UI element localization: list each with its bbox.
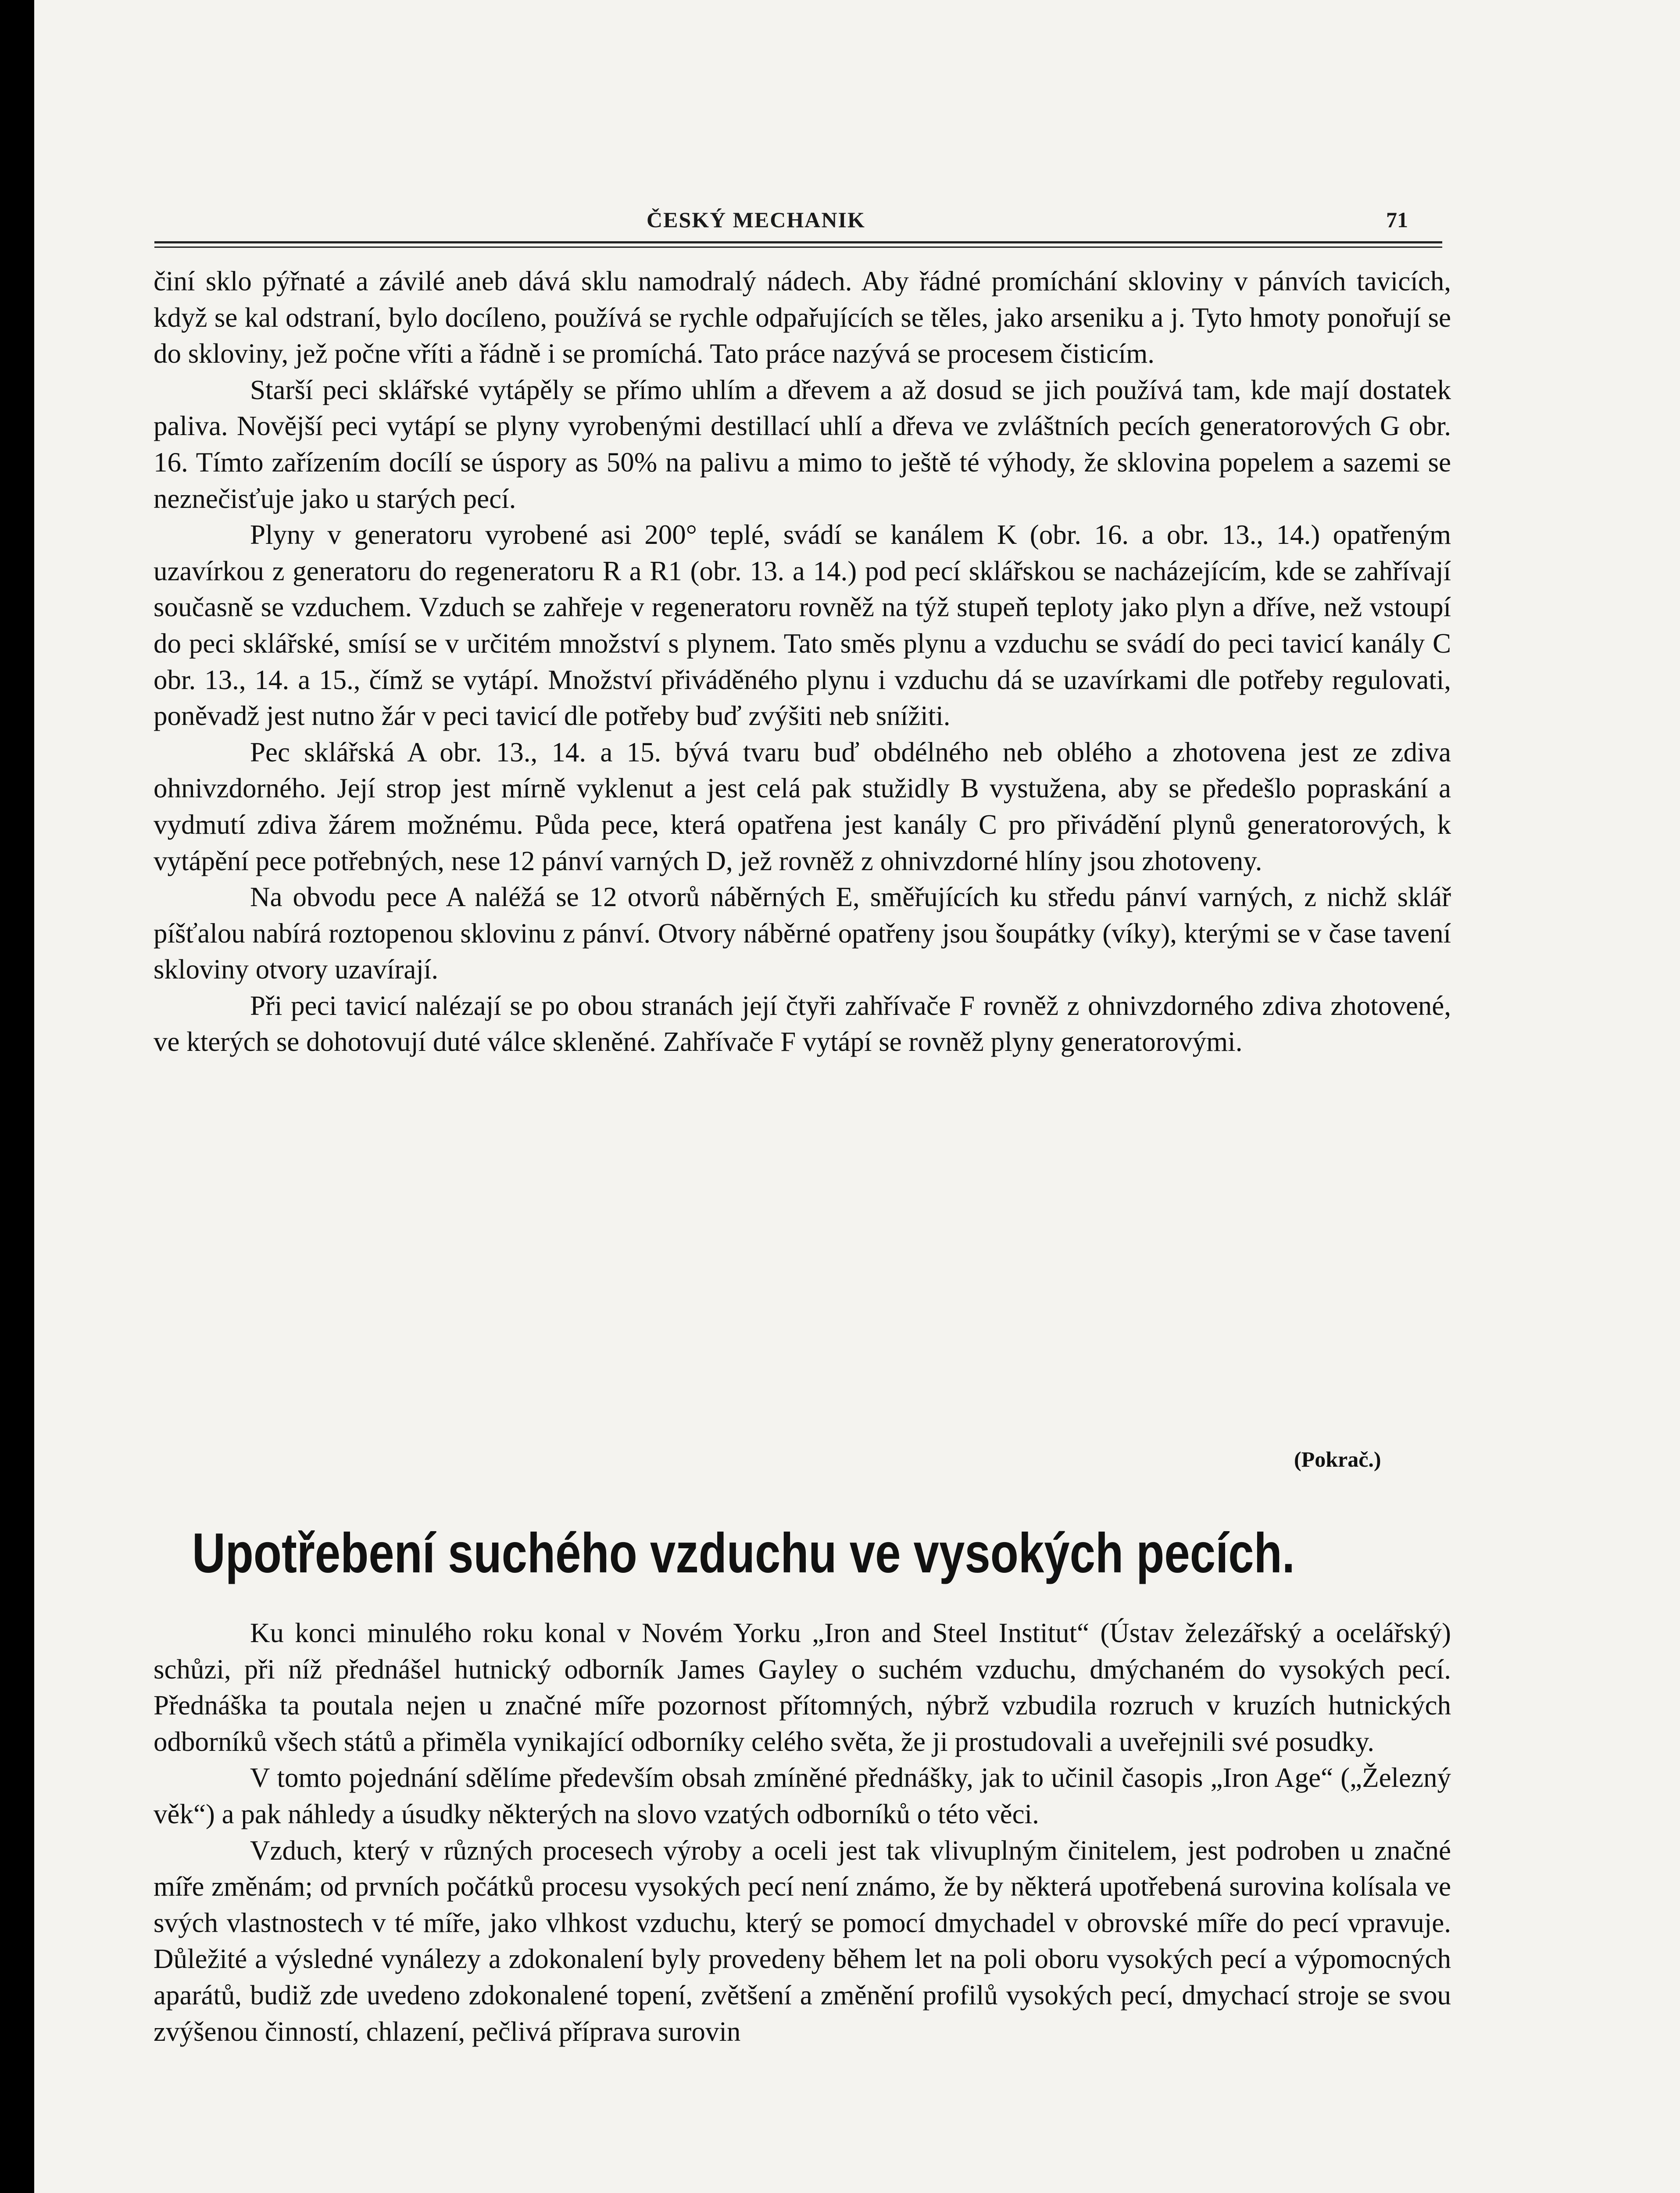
paragraph: Pec sklářská A obr. 13., 14. a 15. bývá tvaru buď obdélného neb oblého a zhotovena jest ze zdiva ohnivzdorného. Její strop jest mírně vyklenut a jest celá pak stužidly B vystužena, aby se předešlo popraskání a vydmutí zdiva žárem možnému. Půda pece, která opatřena jest kanály C pro přivádění plynů generatorových, k vytápění pece potřebných, nese 12 pánví varných D, jež rovněž z ohnivzdorné hlíny jsou zhotoveny.: [154, 736, 1451, 876]
page-number: 71: [1386, 207, 1408, 232]
paragraph: V tomto pojednání sdělíme především obsah zmíněné přednášky, jak to učinil časopis „Iron Age“ („Železný věk“) a pak náhledy a úsudky některých na slovo vzatých odborníků o této věci.: [154, 1762, 1451, 1829]
header-rule-thick: [154, 241, 1442, 243]
paragraph: Vzduch, který v různých procesech výroby a oceli jest tak vlivuplným činitelem, jest podroben u značné míře změnám; od prvních počátků procesu vysokých pecí není známo, že by některá upotřebená surovina kolísala ve svých vlastnostech v té míře, jako vlhkost vzduchu, který se pomocí dmychadel v obrovské míře do pecí vpravuje. Důležité a výsledné vynálezy a zdokonalení byly provedeny během let na poli oboru vysokých pecí a výpomocných aparátů, budiž zde uvedeno zdokonalené topení, zvětšení a změnění profilů vysokých pecí, dmychací stroje se svou zvýšenou činností, chlazení, pečlivá příprava surovin: [154, 1835, 1451, 2047]
paragraph: Starší peci sklářské vytápěly se přímo uhlím a dřevem a až dosud se jich používá tam, kde mají dostatek paliva. Novější peci vytápí se plyny vyrobenými destillací uhlí a dřeva ve zvláštních pecích generatorových G obr. 16. Tímto zařízením docílí se úspory as 50% na palivu a mimo to ještě té výhody, že sklovina popelem a sazemi se neznečisťuje jako u starých pecí.: [154, 374, 1451, 514]
paragraph: Ku konci minulého roku konal v Novém Yorku „Iron and Steel Institut“ (Ústav železářský a ocelářský) schůzi, při níž přednášel hutnický odborník James Gayley o suchém vzduchu, dmýchaném do vysokých pecí. Přednáška ta poutala nejen u značné míře pozornost přítomných, nýbrž vzbudila rozruch v kruzích hutnických odborníků všech států a přiměla vynikající odborníky celého světa, že ji prostudovali a uveřejnili své posudky.: [154, 1618, 1451, 1757]
page-sheet: [34, 0, 1680, 2193]
continued-note: (Pokrač.): [1294, 1447, 1381, 1472]
paragraph: Plyny v generatoru vyrobené asi 200° teplé, svádí se kanálem K (obr. 16. a obr. 13., 14.) opatřeným uzavírkou z generatoru do regeneratoru R a R1 (obr. 13. a 14.) pod pecí sklářskou se nacházejícím, kde se zahřívají současně se vzduchem. Vzduch se zahřeje v regeneratoru rovněž na týž stupeň teploty jako plyn a dříve, než vstoupí do peci sklářské, smísí se v určitém množství s plynem. Tato směs plynu a vzduchu se svádí do peci tavicí kanály C obr. 13., 14. a 15., čímž se vytápí. Množství přiváděného plynu i vzduchu dá se uzavírkami dle potřeby regulovati, poněvadž jest nutno žár v peci tavicí dle potřeby buď zvýšiti neb snížiti.: [154, 519, 1451, 732]
article-title: Upotřebení suchého vzduchu ve vysokých pecích.: [192, 1522, 1295, 1585]
paragraph: činí sklo pýřnaté a závilé aneb dává sklu namodralý nádech. Aby řádné promíchání skloviny v pánvích tavicích, když se kal odstraní, bylo docíleno, používá se rychle odpařujících se těles, jako arseniku a j. Tyto hmoty ponořují se do skloviny, jež počne vříti a řádně i se promíchá. Tato práce nazývá se procesem čisticím.: [154, 266, 1451, 369]
article-dry-air: [154, 1615, 1451, 2050]
paragraph: Při peci tavicí nalézají se po obou stranách její čtyři zahřívače F rovněž z ohnivzdorného zdiva zhotovené, ve kterých se dohotovují duté válce skleněné. Zahřívače F vytápí se rovněž plyny generatorovými.: [154, 990, 1451, 1057]
running-header: [154, 205, 1448, 236]
paragraph: Na obvodu pece A naléžá se 12 otvorů náběrných E, směřujících ku středu pánví varných, z nichž sklář píšťalou nabírá roztopenou sklovinu z pánví. Otvory náběrné opatřeny jsou šoupátky (víky), kterými se v čase tavení skloviny otvory uzavírají.: [154, 882, 1451, 985]
journal-title: ČESKÝ MECHANIK: [647, 207, 865, 232]
article-glass-furnaces: [154, 263, 1451, 1060]
header-rule-thin: [154, 246, 1442, 248]
